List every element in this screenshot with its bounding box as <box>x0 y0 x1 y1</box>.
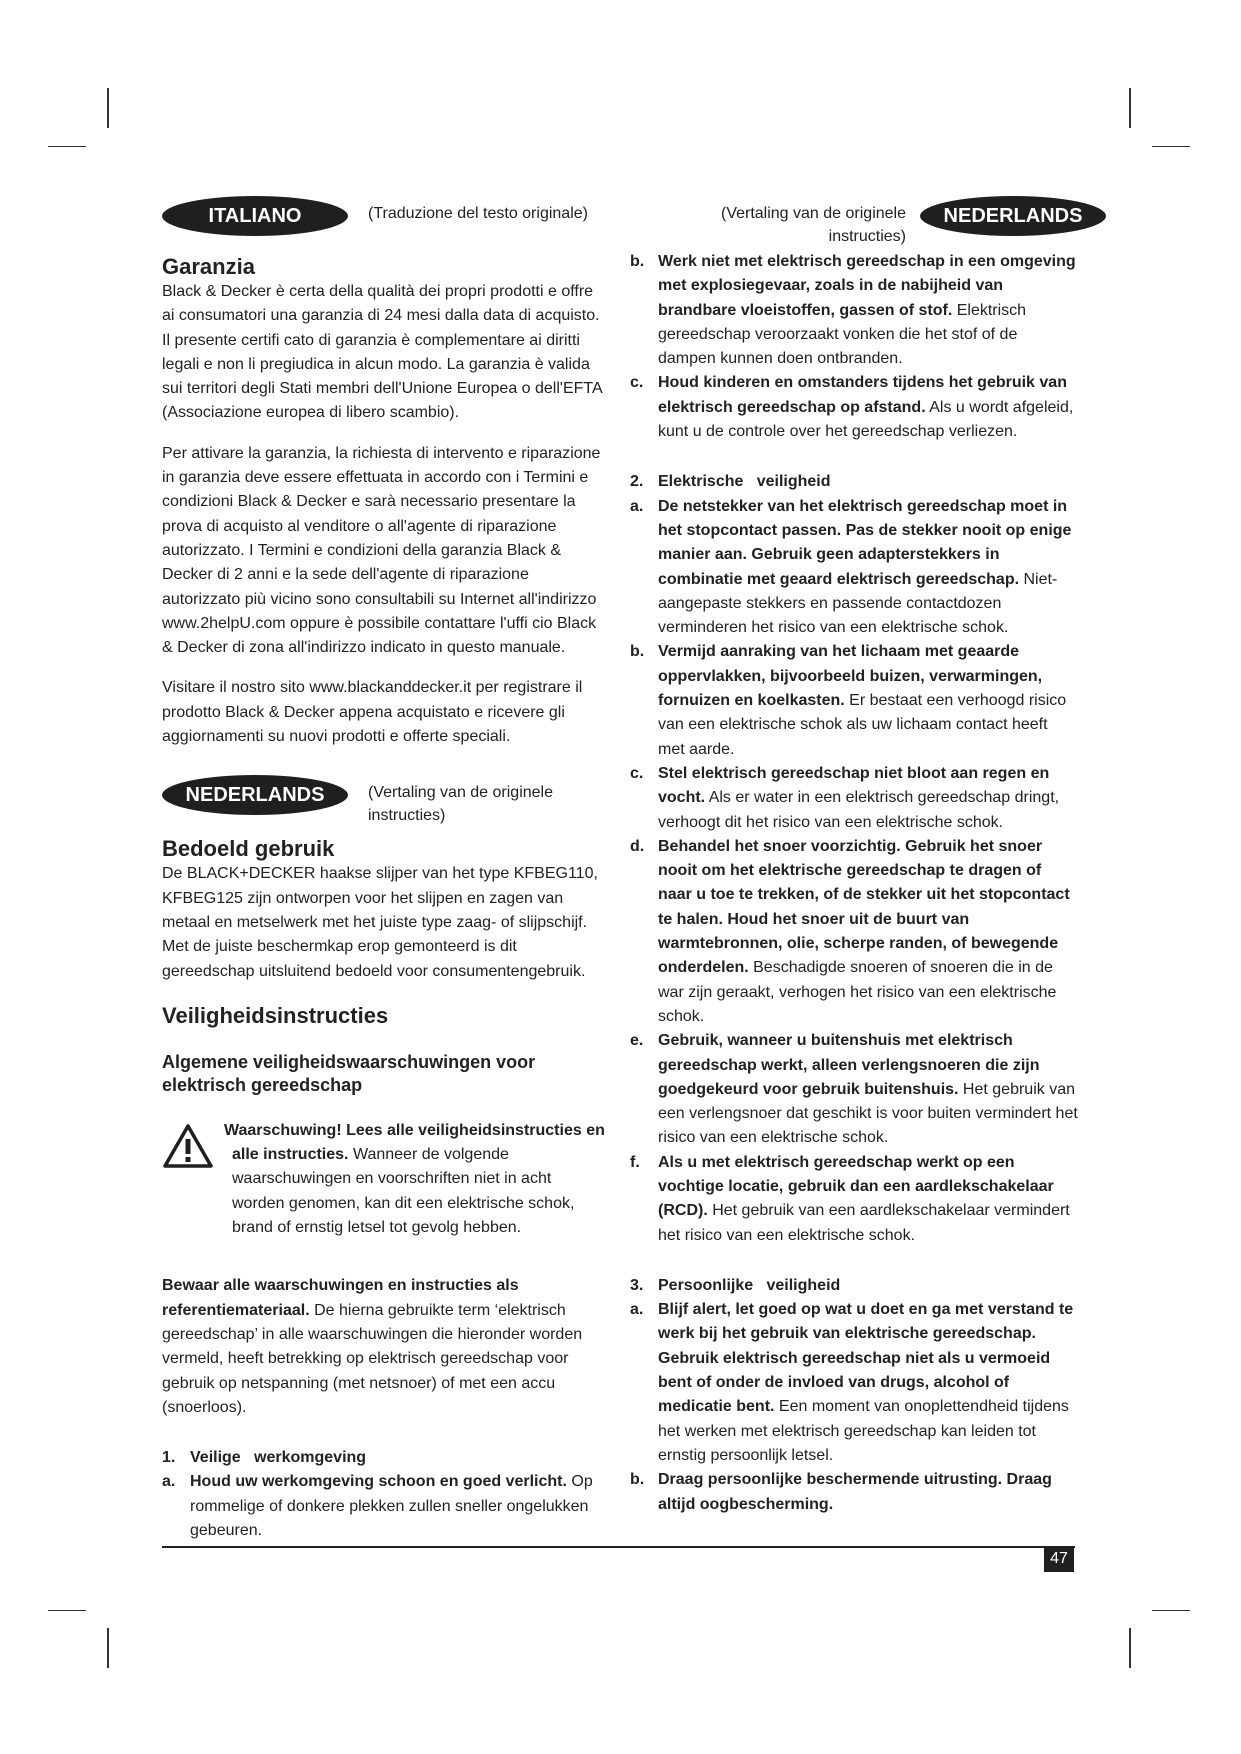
list-item <box>630 495 1078 641</box>
list-item <box>630 1029 1078 1150</box>
paragraph: Black & Decker è certa della qualità dei propri prodotti e offre ai consumatori una garanzia di 24 mesi dalla data di acquisto. Il presente certifi cato di garanzia è complementare ai diritti legali e non li pregiudica in alcun modo. La garanzia è valida sui territori degli Stati membri dell'Unione Europea o dell'EFTA (Associazione europea di libero scambio). <box>162 283 602 422</box>
item-label: d. <box>630 837 645 855</box>
language-badge: ITALIANO <box>162 196 348 236</box>
item-bold: Vermijd aanraking van het lichaam met geaarde oppervlakken, bijvoorbeeld buizen, verwarmingen, fornuizen en koelkasten. <box>658 643 1043 710</box>
item-body: Er bestaat een verhoogd risico van een elektrische schok als uw lichaam contact heeft met aarde. <box>658 692 1067 758</box>
crop-mark <box>1152 1610 1190 1611</box>
note-line: (Vertaling van de originele <box>720 205 906 222</box>
list-item <box>630 1468 1078 1517</box>
paragraph: De BLACK+DECKER haakse slijper van het type KFBEG110, KFBEG125 zijn ontworpen voor het slijpen en zagen van metaal en metselwerk met het juiste type zaag- of slijpschijf. Met de juiste beschermkap erop gemonteerd is dit gereedschap uitsluitend bedoeld voor consumentengebruik. <box>162 865 598 980</box>
item-label: f. <box>630 1153 640 1171</box>
subsection-heading: Algemene veiligheidswaarschuwingen voor elektrisch gereedschap <box>162 1051 536 1095</box>
left-column <box>162 196 608 1543</box>
crop-mark <box>107 88 109 128</box>
item-bold: Werk niet met elektrisch gereedschap in een omgeving met explosiegevaar, zoals in de nabijheid van brandbare vloeistoffen, gassen of stof. <box>658 253 1076 319</box>
crop-mark <box>1129 88 1131 128</box>
item-label: a. <box>162 1473 176 1491</box>
section-number: 1. <box>162 1449 176 1467</box>
item-body: Als er water in een elektrisch gereedschap dringt, verhoogt dit het risico van een elektrische schok. <box>658 789 1060 831</box>
section-heading: Bedoeld gebruik <box>162 836 335 862</box>
item-body: Niet-aangepaste stekkers en passende contactdozen verminderen het risico van een elektrische schok. <box>658 570 1058 637</box>
language-badge: NEDERLANDS <box>920 196 1106 236</box>
item-body: Een moment van onoplettendheid tijdens het werken met elektrisch gereedschap kan leiden tot ernstig persoonlijk letsel. <box>658 1398 1069 1464</box>
list-item <box>630 1151 1078 1248</box>
item-label: c. <box>630 764 644 782</box>
keep-body: De hierna gebruikte term ‘elektrisch gereedschap’ in alle waarschuwingen die hieronder worden vermeld, heeft betrekking op elektrisch gereedschap voor gebruik op netspanning (met netsnoer) of met een accu (snoerloos). <box>162 1301 583 1416</box>
nederlands-header <box>162 775 608 825</box>
item-body: Als u wordt afgeleid, kunt u de controle over het gereedschap verliezen. <box>658 398 1074 441</box>
crop-mark <box>107 1628 109 1668</box>
item-body: Het gebruik van een verlengsnoer dat geschikt is voor buiten vermindert het risico van een elektrische schok. <box>658 1080 1078 1147</box>
item-bold: Stel elektrisch gereedschap niet bloot aan regen en vocht. <box>658 764 1050 807</box>
crop-mark <box>48 1610 86 1611</box>
section-number: 3. <box>630 1276 644 1294</box>
keep-bold: Bewaar alle waarschuwingen en instructies als referentiemateriaal. <box>162 1277 519 1319</box>
numbered-section-title <box>630 1274 1078 1298</box>
item-bold: Behandel het snoer voorzichtig. Gebruik het snoer nooit om het elektrische gereedschap te dragen of naar u toe te trekken, of de stekker uit het stopcontact te halen. Houd het snoer uit de buurt van warmtebronnen, olie, scherpe randen, of bewegende onderdelen. <box>658 837 1070 977</box>
section-heading: Garanzia <box>162 254 255 279</box>
item-bold: Draag persoonlijke beschermende uitrusting. Draag altijd oogbescherming. <box>658 1471 1052 1513</box>
warning-bold: Waarschuwing! Lees alle veiligheidsinstructies en alle instructies. <box>224 1121 605 1164</box>
warning-text <box>224 1119 608 1240</box>
paragraph: Per attivare la garanzia, la richiesta di intervento e riparazione in garanzia deve essere effettuata in accordo con i Termini e condizioni Black & Decker e sarà necessario presentare la prova di acquisto al venditore o all'agente di riparazione autorizzato. I Termini e condizioni della garanzia Black & Decker di 2 anni e la sede dell'agente di riparazione autorizzato più vicino sono consultabili su Internet all'indirizzo www.2helpU.com oppure è possibile contattare l'uffi cio Black & Decker di zona all'indirizzo indicato in questo manuale. <box>162 444 601 657</box>
warning-block <box>162 1119 608 1240</box>
list-item <box>630 1298 1078 1468</box>
section-title: Veilige werkomgeving <box>190 1449 367 1467</box>
item-body: Op rommelige of donkere plekken zullen sneller ongelukken gebeuren. <box>190 1473 593 1539</box>
item-bold: Gebruik, wanneer u buitenshuis met elektrisch gereedschap werkt, alleen verlengsnoeren die zijn goedgekeurd voor gebruik buitenshuis. <box>658 1032 1040 1098</box>
italiano-header <box>162 196 608 236</box>
section-title: Elektrische veiligheid <box>658 473 831 491</box>
item-label: c. <box>630 374 644 392</box>
nederlands-header <box>630 196 1083 245</box>
crop-mark <box>1152 146 1190 147</box>
item-body: Elektrisch gereedschap veroorzaakt vonken die het stof of de dampen kunnen doen ontbranden. <box>658 301 1027 368</box>
list-item <box>630 250 1078 371</box>
item-body: Beschadigde snoeren of snoeren die in de war zijn geraakt, verhogen het risico van een elektrische schok. <box>658 959 1057 1025</box>
item-label: b. <box>630 1471 645 1489</box>
item-label: b. <box>630 643 645 661</box>
numbered-section-title <box>162 1446 608 1470</box>
item-label: a. <box>630 1301 644 1319</box>
item-body: Het gebruik van een aardlekschakelaar vermindert het risico van een elektrische schok. <box>658 1202 1070 1244</box>
list-item <box>630 371 1078 444</box>
page-number: 47 <box>1044 1546 1074 1572</box>
section-number: 2. <box>630 473 644 491</box>
section-heading: Veiligheidsinstructies <box>162 1002 389 1028</box>
crop-mark <box>48 146 86 147</box>
list-item <box>630 640 1078 761</box>
warning-icon <box>162 1123 214 1169</box>
list-item <box>630 762 1078 835</box>
translation-note: (Traduzione del testo originale) <box>368 205 588 222</box>
item-label: e. <box>630 1032 644 1050</box>
right-column <box>630 196 1083 1517</box>
item-bold: Houd uw werkomgeving schoon en goed verlicht. <box>190 1473 567 1491</box>
language-badge: NEDERLANDS <box>162 775 348 815</box>
numbered-section-title <box>630 470 1078 494</box>
translation-note <box>368 781 553 827</box>
list-item <box>162 1470 608 1543</box>
paragraph <box>162 1274 608 1420</box>
note-line: instructies) <box>828 228 906 245</box>
paragraph: Visitare il nostro sito www.blackanddecker.it per registrare il prodotto Black & Decker appena acquistato e ricevere gli aggiornamenti su nuovi prodotti e offerte speciali. <box>162 679 583 746</box>
section-title: Persoonlijke veiligheid <box>658 1276 841 1294</box>
item-label: b. <box>630 253 645 270</box>
item-bold: Blijf alert, let goed op wat u doet en ga met verstand te werk bij het gebruik van elektrische gereedschap. Gebruik elektrisch gereedschap niet als u vermoeid bent of onder de invloed van drugs, alcohol of medicatie bent. <box>658 1301 1074 1416</box>
item-bold: De netstekker van het elektrisch gereedschap moet in het stopcontact passen. Pas de stekker nooit op enige manier aan. Gebruik geen adapterstekkers in combinatie met geaard elektrisch gereedschap. <box>658 497 1072 588</box>
note-line: (Vertaling van de originele <box>368 784 554 802</box>
item-label: a. <box>630 497 644 515</box>
list-item <box>630 835 1078 1029</box>
crop-mark <box>1129 1628 1131 1668</box>
warning-body: Wanneer de volgende waarschuwingen en voorschriften niet in acht worden genomen, kan dit een elektrische schok, brand of ernstig letsel tot gevolg hebben. <box>232 1146 575 1237</box>
translation-note <box>690 202 906 248</box>
item-bold: Als u met elektrisch gereedschap werkt op een vochtige locatie, gebruik dan een aardlekschakelaar (RCD). <box>658 1153 1054 1220</box>
note-line: instructies) <box>368 807 446 825</box>
footer-rule <box>162 1546 1075 1548</box>
item-bold: Houd kinderen en omstanders tijdens het gebruik van elektrisch gereedschap op afstand. <box>658 374 1067 416</box>
